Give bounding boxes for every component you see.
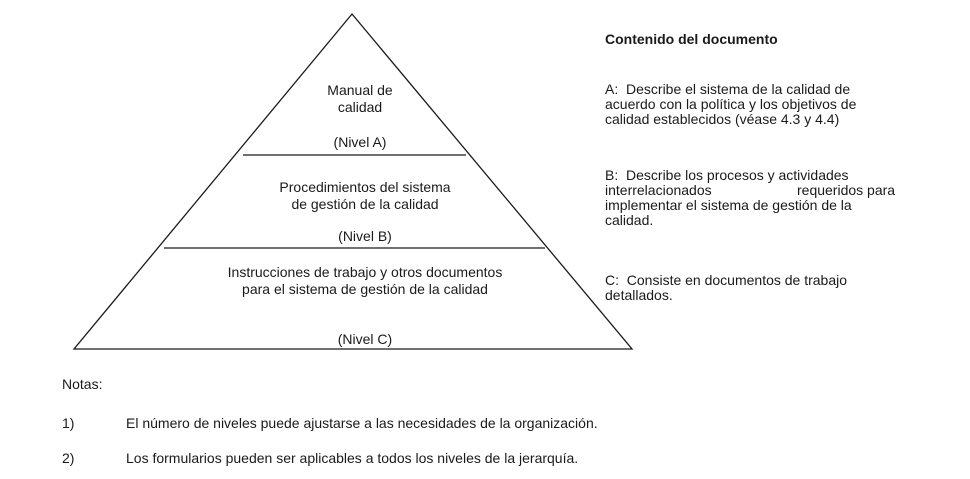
description-level-c [605,273,935,303]
content-heading: Contenido del documento [605,31,778,47]
desc-b-line2-left: interrelacionados [605,182,712,198]
level-c-title-line1: Instrucciones de trabajo y otros documentos [227,264,503,280]
description-level-b [605,168,935,228]
notes-title: Notas: [62,376,103,392]
level-b-title [220,179,510,213]
level-c-title-line2: para el sistema de gestión de la calidad [242,281,488,297]
level-b-title-line2: de gestión de la calidad [291,196,439,212]
level-a-tag: (Nivel A) [333,134,387,150]
level-a-title-line2: calidad [337,99,383,115]
desc-b-line3: implementar el sistema de gestión de la [605,197,852,213]
desc-b-line4: calidad. [605,212,654,228]
level-a-title [300,82,420,116]
level-c-title [165,264,565,298]
level-b-tag: (Nivel B) [338,228,392,244]
desc-b-line2 [605,183,935,198]
desc-b-line1: B: Describe los procesos y actividades [605,167,849,183]
desc-c-line2: detallados. [605,287,673,303]
note-text: El número de niveles puede ajustarse a las necesidades de la organización. [126,415,598,431]
note-text: Los formularios pueden ser aplicables a todos los niveles de la jerarquía. [126,450,579,466]
note-number: 1) [62,415,75,431]
description-level-a [605,82,935,127]
level-c-tag: (Nivel C) [337,331,393,347]
level-a-title-line1: Manual de [327,82,393,98]
desc-a-line2: acuerdo con la política y los objetivos de [605,96,857,112]
desc-a-line3: calidad establecidos (véase 4.3 y 4.4) [605,111,840,127]
level-b-title-line1: Procedimientos del sistema [279,179,451,195]
desc-c-line1: C: Consiste en documentos de trabajo [605,272,848,288]
note-number: 2) [62,450,75,466]
desc-a-line1: A: Describe el sistema de la calidad de [605,81,851,97]
desc-b-line2-right: requeridos para [797,182,896,198]
